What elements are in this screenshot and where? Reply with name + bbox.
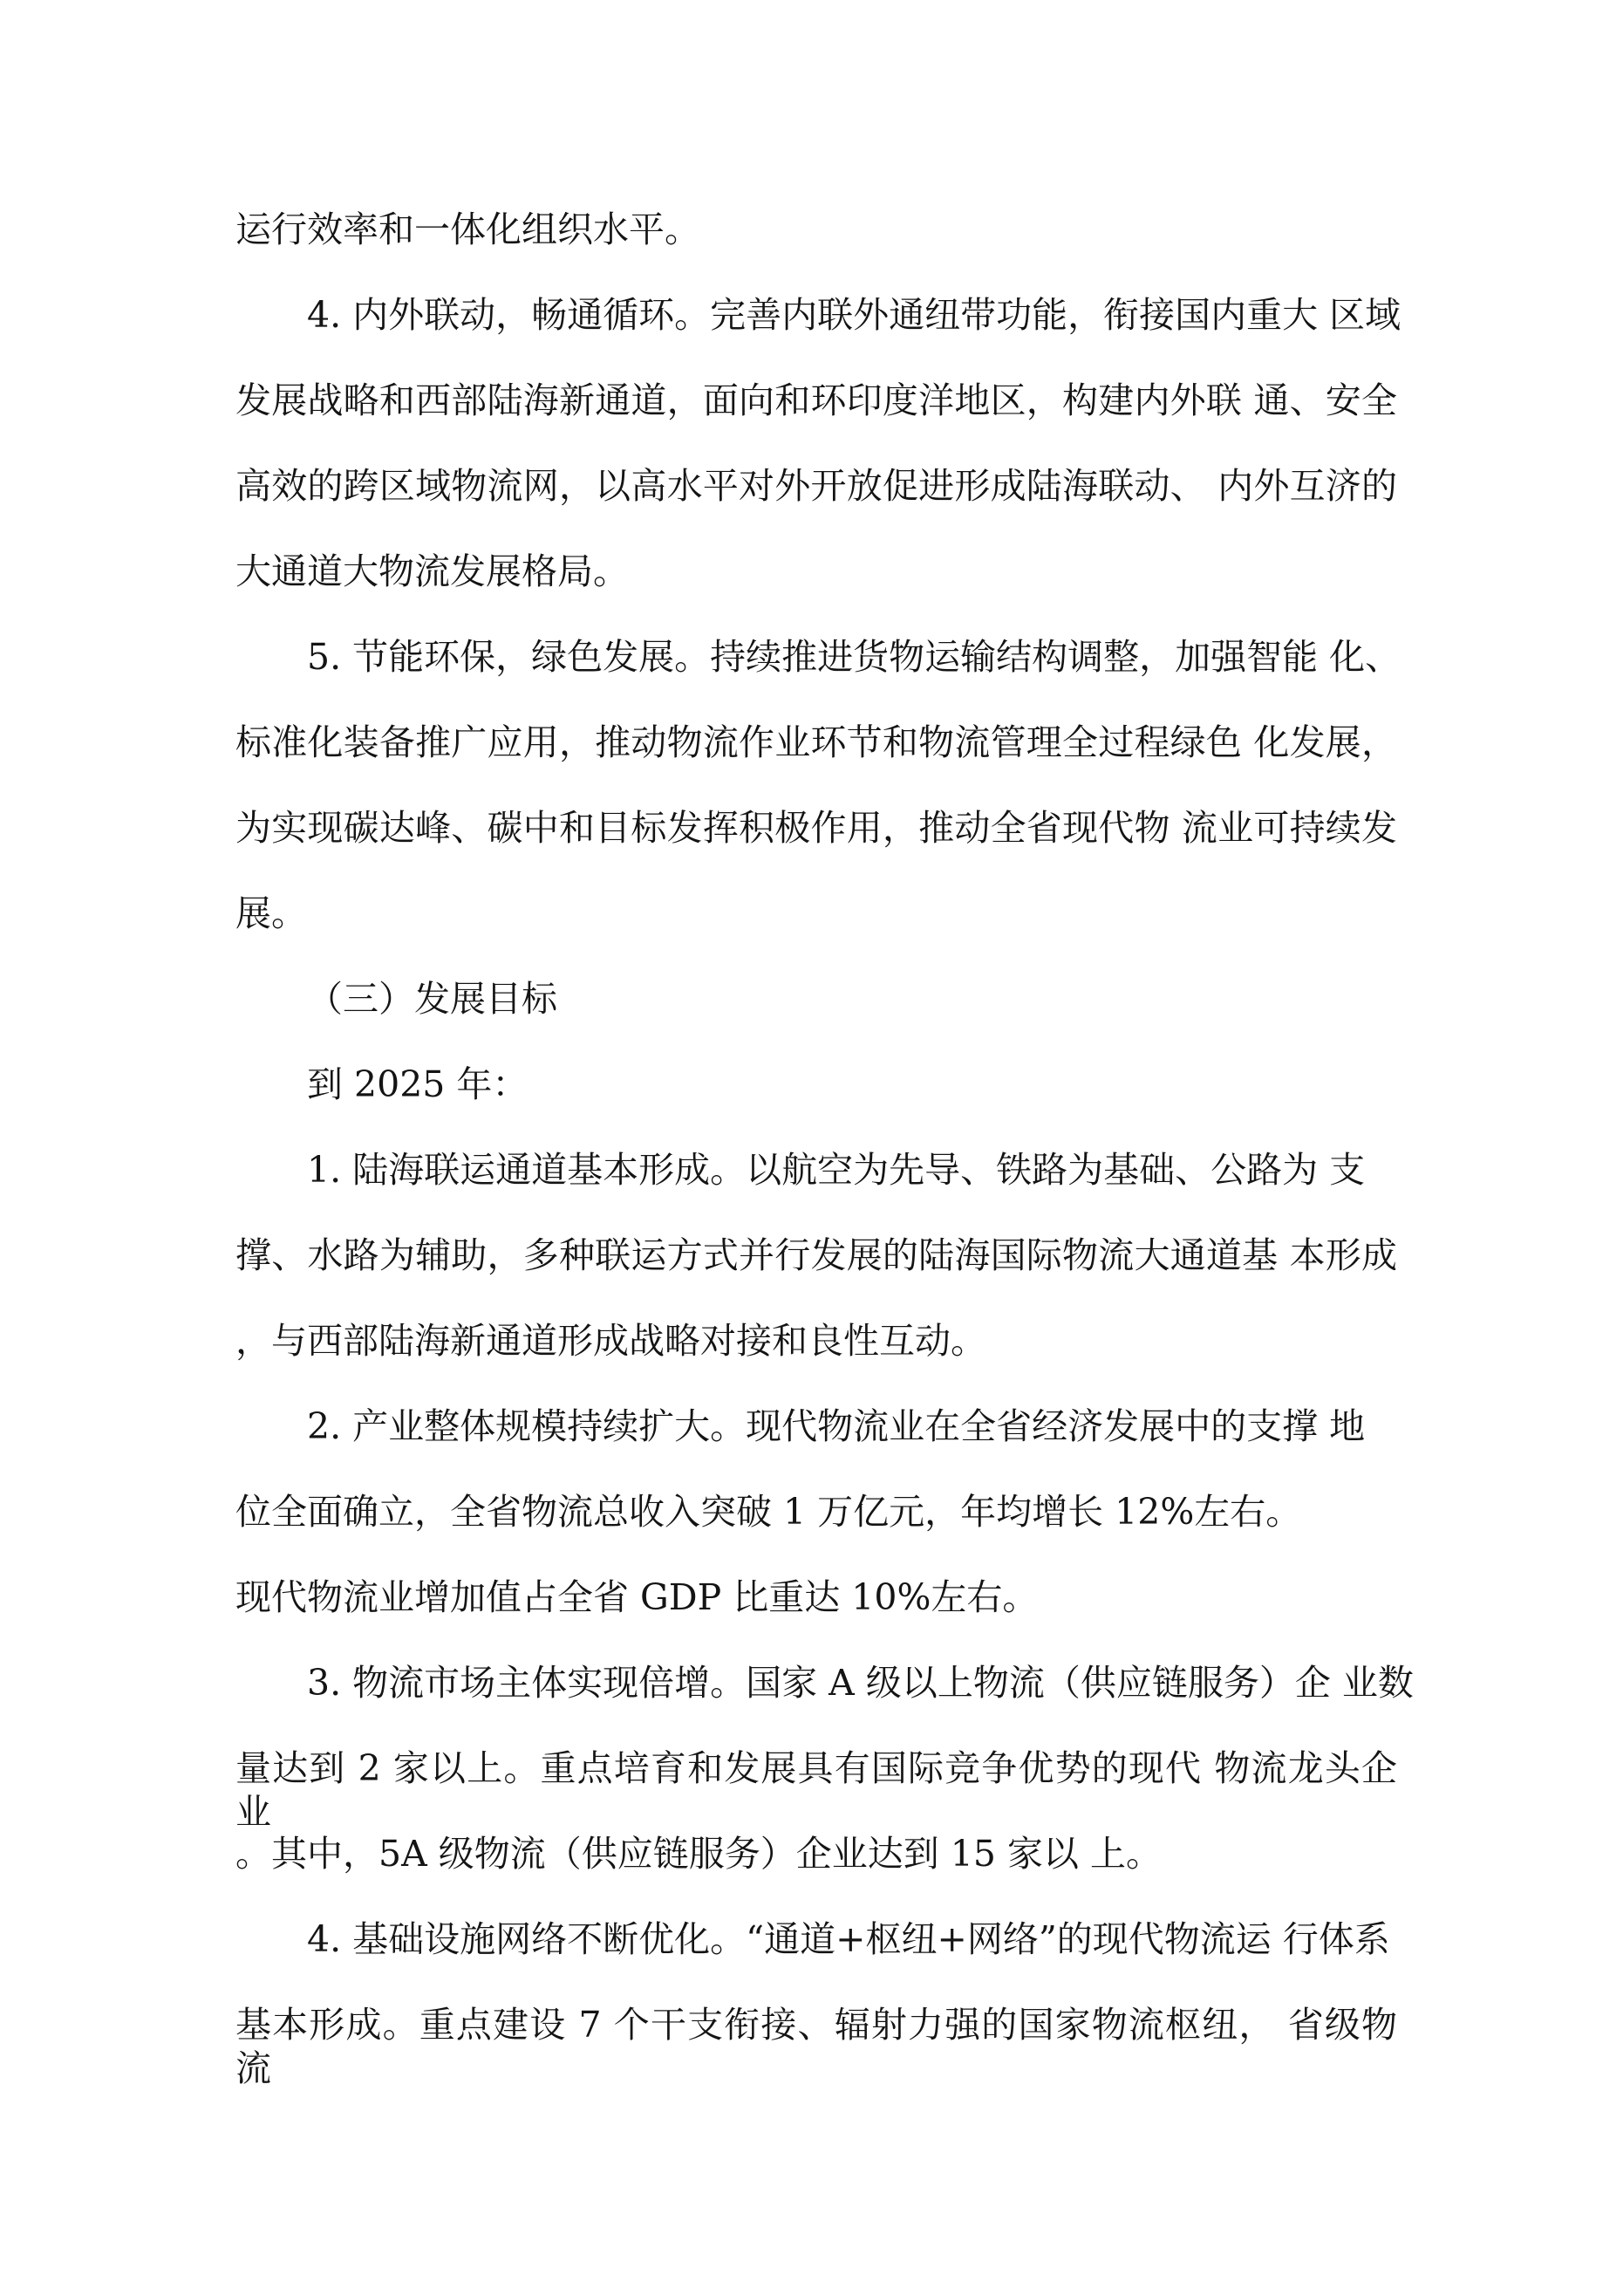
- text-line: 5. 节能环保，绿色发展。持续推进货物运输结构调整，加强智能 化、: [307, 636, 1401, 678]
- text-line: 4. 基础设施网络不断优化。“通道+枢纽+网络”的现代物流运 行体系: [307, 1918, 1390, 1960]
- text-line: 到 2025 年：: [307, 1063, 528, 1105]
- text-line: 位全面确立，全省物流总收入突破 1 万亿元，年均增长 12%左右。: [235, 1491, 1302, 1533]
- text-line: 大通道大物流发展格局。: [235, 550, 629, 592]
- text-line: 展。: [235, 892, 307, 934]
- text-line: 。其中，5A 级物流（供应链服务）企业达到 15 家以 上。: [235, 1833, 1162, 1875]
- text-line: 量达到 2 家以上。重点培育和发展具有国际竞争优势的现代 物流龙头企业: [235, 1747, 1397, 1833]
- text-line: 现代物流业增加值占全省 GDP 比重达 10%左右。: [235, 1576, 1039, 1618]
- text-line: 运行效率和一体化组织水平。: [235, 208, 700, 250]
- text-line: 4. 内外联动，畅通循环。完善内联外通纽带功能，衔接国内重大 区域: [307, 294, 1401, 336]
- text-line: 基本形成。重点建设 7 个干支衔接、辐射力强的国家物流枢纽， 省级物流: [235, 2004, 1397, 2089]
- text-line: 撑、水路为辅助，多种联运方式并行发展的陆海国际物流大通道基 本形成: [235, 1234, 1397, 1276]
- text-line: 标准化装备推广应用，推动物流作业环节和物流管理全过程绿色 化发展，: [235, 721, 1397, 763]
- text-line: 发展战略和西部陆海新通道，面向和环印度洋地区，构建内外联 通、安全: [235, 379, 1397, 421]
- text-line: 高效的跨区域物流网，以高水平对外开放促进形成陆海联动、 内外互济的: [235, 465, 1397, 507]
- text-line: 3. 物流市场主体实现倍增。国家 A 级以上物流（供应链服务）企 业数: [307, 1662, 1414, 1704]
- text-line: 1. 陆海联运通道基本形成。以航空为先导、铁路为基础、公路为 支: [307, 1149, 1366, 1191]
- text-line: ，与西部陆海新通道形成战略对接和良性互动。: [235, 1320, 986, 1362]
- section-heading: （三）发展目标: [307, 978, 557, 1020]
- text-line: 为实现碳达峰、碳中和目标发挥积极作用，推动全省现代物 流业可持续发: [235, 807, 1397, 849]
- text-line: 2. 产业整体规模持续扩大。现代物流业在全省经济发展中的支撑 地: [307, 1405, 1366, 1447]
